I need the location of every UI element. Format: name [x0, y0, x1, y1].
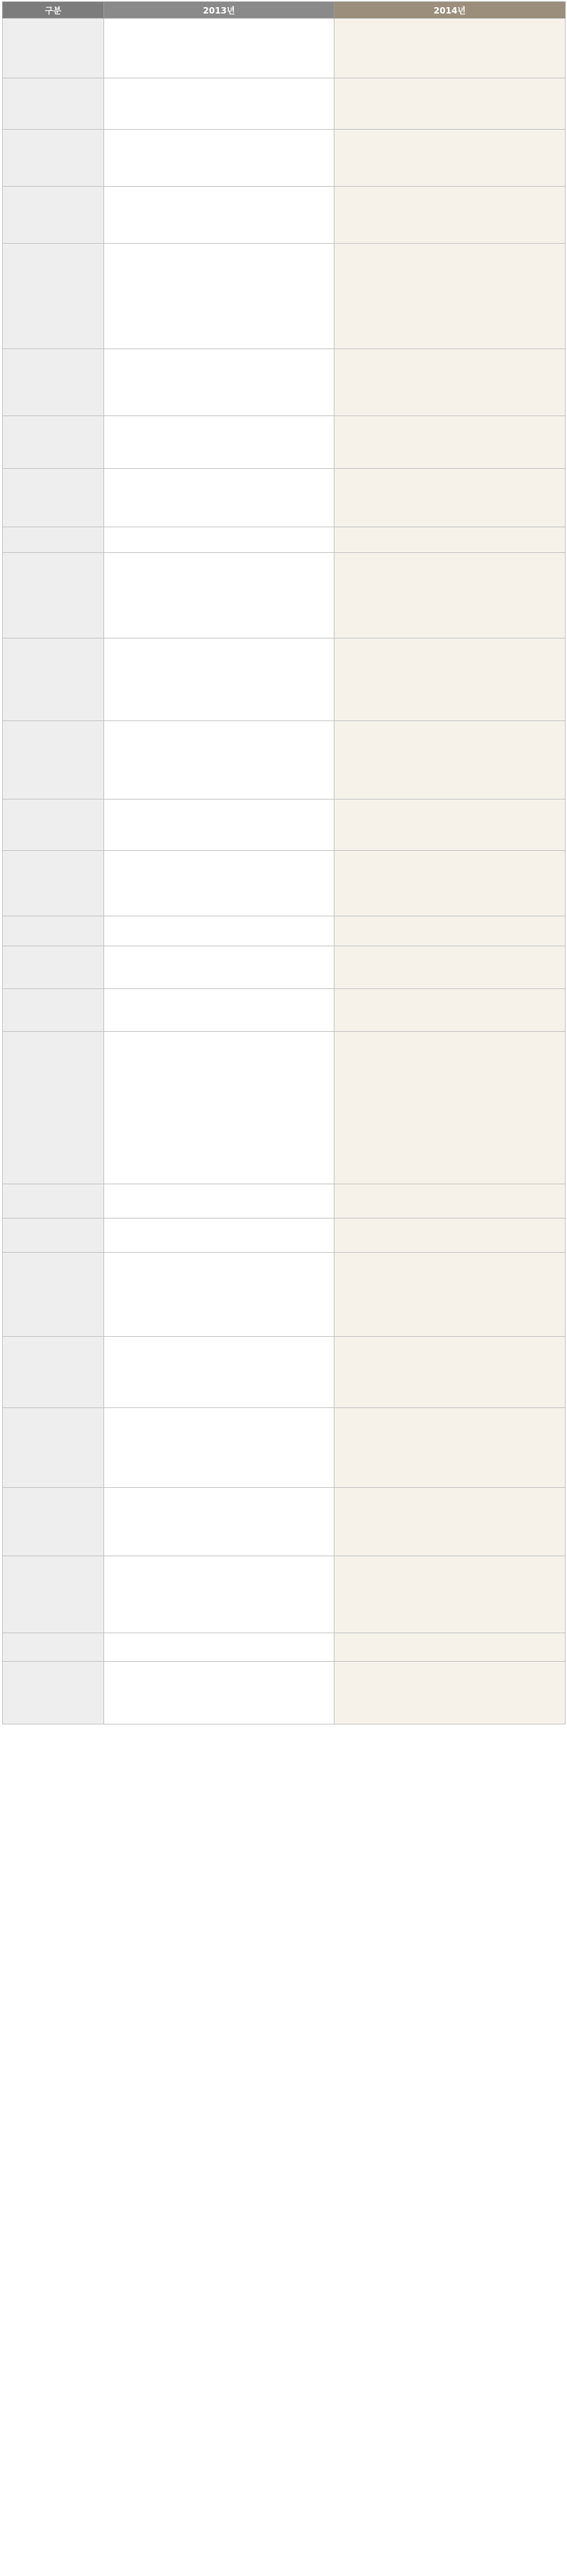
row-2013-cell	[104, 416, 334, 469]
comparison-table	[2, 1, 566, 1724]
row-2013-cell	[104, 1488, 334, 1556]
row-category-cell	[3, 1662, 104, 1724]
row-category-cell	[3, 946, 104, 989]
header-2014: 2014년	[334, 2, 566, 19]
row-category-cell	[3, 527, 104, 553]
table-row	[3, 1184, 566, 1219]
table-row	[3, 989, 566, 1032]
row-2014-cell	[334, 187, 566, 244]
row-2014-cell	[334, 800, 566, 851]
row-2014-cell	[334, 916, 566, 946]
row-2014-cell	[334, 989, 566, 1032]
table-row	[3, 1032, 566, 1184]
row-category-cell	[3, 130, 104, 187]
table-row	[3, 1253, 566, 1337]
table-row	[3, 553, 566, 638]
row-category-cell	[3, 1556, 104, 1633]
row-2013-cell	[104, 1219, 334, 1253]
row-2014-cell	[334, 638, 566, 721]
row-2014-cell	[334, 527, 566, 553]
table-row	[3, 187, 566, 244]
row-2014-cell	[334, 721, 566, 800]
row-2013-cell	[104, 1662, 334, 1724]
row-2014-cell	[334, 78, 566, 130]
row-2013-cell	[104, 800, 334, 851]
row-2013-cell	[104, 527, 334, 553]
row-2013-cell	[104, 78, 334, 130]
row-category-cell	[3, 916, 104, 946]
row-category-cell	[3, 244, 104, 349]
table-row	[3, 527, 566, 553]
row-category-cell	[3, 187, 104, 244]
row-2014-cell	[334, 1633, 566, 1662]
row-2013-cell	[104, 1408, 334, 1488]
row-2014-cell	[334, 946, 566, 989]
table-row	[3, 721, 566, 800]
row-2013-cell	[104, 469, 334, 527]
row-category-cell	[3, 469, 104, 527]
comparison-rows	[3, 19, 566, 1724]
row-2013-cell	[104, 946, 334, 989]
table-row	[3, 78, 566, 130]
row-category-cell	[3, 1337, 104, 1408]
row-2013-cell	[104, 187, 334, 244]
row-2013-cell	[104, 1337, 334, 1408]
row-2013-cell	[104, 721, 334, 800]
row-category-cell	[3, 638, 104, 721]
row-2013-cell	[104, 1253, 334, 1337]
table-row	[3, 800, 566, 851]
row-2014-cell	[334, 244, 566, 349]
table-row	[3, 1219, 566, 1253]
row-category-cell	[3, 989, 104, 1032]
row-2014-cell	[334, 1662, 566, 1724]
row-2013-cell	[104, 349, 334, 416]
row-category-cell	[3, 19, 104, 78]
row-2014-cell	[334, 349, 566, 416]
table-row	[3, 1488, 566, 1556]
row-2013-cell	[104, 1633, 334, 1662]
row-category-cell	[3, 1408, 104, 1488]
row-2014-cell	[334, 416, 566, 469]
table-row	[3, 916, 566, 946]
row-category-cell	[3, 349, 104, 416]
table-row	[3, 638, 566, 721]
row-2014-cell	[334, 1556, 566, 1633]
row-2013-cell	[104, 1556, 334, 1633]
row-2014-cell	[334, 1337, 566, 1408]
row-2013-cell	[104, 989, 334, 1032]
row-2014-cell	[334, 130, 566, 187]
row-category-cell	[3, 553, 104, 638]
table-row	[3, 946, 566, 989]
row-2014-cell	[334, 19, 566, 78]
row-2013-cell	[104, 244, 334, 349]
row-2013-cell	[104, 553, 334, 638]
header-2013: 2013년	[104, 2, 334, 19]
row-category-cell	[3, 416, 104, 469]
table-row	[3, 1556, 566, 1633]
row-2013-cell	[104, 1184, 334, 1219]
row-2014-cell	[334, 1408, 566, 1488]
row-2013-cell	[104, 851, 334, 916]
comparison-document	[2, 1, 565, 1724]
table-row	[3, 244, 566, 349]
row-2014-cell	[334, 553, 566, 638]
table-row	[3, 1662, 566, 1724]
row-2014-cell	[334, 1184, 566, 1219]
row-category-cell	[3, 851, 104, 916]
row-category-cell	[3, 721, 104, 800]
table-row	[3, 416, 566, 469]
row-2013-cell	[104, 1032, 334, 1184]
row-category-cell	[3, 800, 104, 851]
table-row	[3, 1633, 566, 1662]
table-row	[3, 469, 566, 527]
row-category-cell	[3, 1633, 104, 1662]
row-category-cell	[3, 1032, 104, 1184]
row-2013-cell	[104, 638, 334, 721]
row-2014-cell	[334, 1032, 566, 1184]
row-category-cell	[3, 1253, 104, 1337]
table-header-row	[3, 2, 566, 19]
row-category-cell	[3, 1488, 104, 1556]
row-category-cell	[3, 1184, 104, 1219]
table-row	[3, 1337, 566, 1408]
row-category-cell	[3, 78, 104, 130]
table-row	[3, 349, 566, 416]
row-2013-cell	[104, 916, 334, 946]
table-row	[3, 1408, 566, 1488]
row-2014-cell	[334, 851, 566, 916]
row-category-cell	[3, 1219, 104, 1253]
row-2013-cell	[104, 130, 334, 187]
table-row	[3, 19, 566, 78]
table-row	[3, 130, 566, 187]
row-2014-cell	[334, 1253, 566, 1337]
row-2014-cell	[334, 1219, 566, 1253]
row-2014-cell	[334, 1488, 566, 1556]
row-2013-cell	[104, 19, 334, 78]
row-2014-cell	[334, 469, 566, 527]
table-row	[3, 851, 566, 916]
header-category: 구분	[3, 2, 104, 19]
